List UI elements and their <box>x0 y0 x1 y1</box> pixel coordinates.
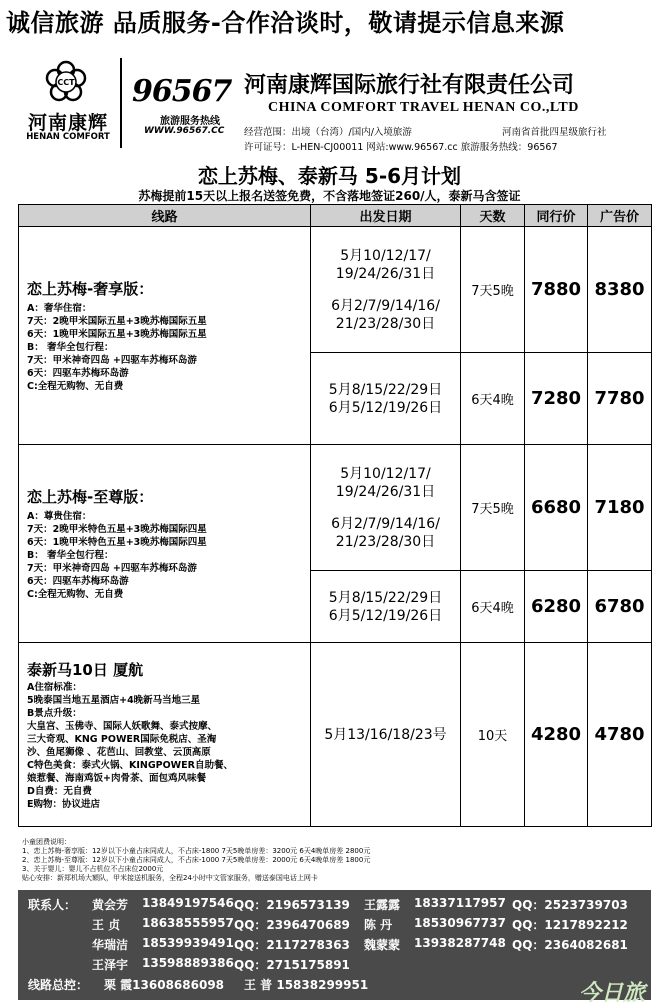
contact-name: 王 贞 <box>92 918 121 932</box>
peer-price-cell: 7880 <box>525 227 588 353</box>
route-line: 6天：四驱车苏梅环岛游 <box>27 368 129 379</box>
route-line: 6天：四驱车苏梅环岛游 <box>27 576 129 587</box>
contact-name: 魏蒙蒙 <box>364 938 401 952</box>
agency-grade: 河南省首批四星级旅行社 <box>502 127 607 138</box>
fee-notes <box>22 838 652 883</box>
peer-price-cell: 6680 <box>525 445 588 571</box>
days-cell: 6天4晚 <box>461 571 525 643</box>
hotline-number: 96567 <box>132 74 232 109</box>
route-name: 泰新马10日 厦航 <box>27 660 144 679</box>
header-days: 天数 <box>461 205 525 227</box>
days-cell: 6天4晚 <box>461 353 525 445</box>
ad-price-cell: 8380 <box>588 227 652 353</box>
note-line: 1、恋上苏梅-奢享版：12岁以下小童占床同成人，不占床-1800 7天5晚单房差：3200元 6天4晚单房差 2800元 <box>22 847 371 855</box>
peer-price-cell: 4280 <box>525 643 588 827</box>
route-line: 三大奇观、KNG POWER国际免税店、圣淘 <box>27 733 217 745</box>
contact-qq: QQ：2364082681 <box>512 938 628 952</box>
contact-row <box>18 916 651 935</box>
company-name-en: CHINA COMFORT TRAVEL HENAN CO.,LTD <box>268 100 579 115</box>
note-line: 3、关于婴儿：婴儿不占机位不占床位2000元 <box>22 865 164 873</box>
cct-flower-logo-icon <box>44 60 88 104</box>
route-line: 6天：1晚甲米国际五星+3晚苏梅国际五星 <box>27 329 207 340</box>
route-cell <box>19 445 311 643</box>
header-peer-price: 同行价 <box>525 205 588 227</box>
plan-title: 恋上苏梅、泰新马 5-6月计划 <box>197 164 462 188</box>
contact-row <box>18 936 651 955</box>
table-row <box>19 227 652 353</box>
date-cell: 5月13/16/18/23号 <box>311 643 461 827</box>
route-line: 7天：2晚甲米国际五星+3晚苏梅国际五星 <box>27 316 207 327</box>
contact-qq: QQ：2396470689 <box>234 918 350 932</box>
ad-price-cell: 6780 <box>588 571 652 643</box>
days-cell: 10天 <box>461 643 525 827</box>
logo-en-text: HENAN COMFORT <box>26 132 110 142</box>
contact-phone: 13938287748 <box>414 936 506 950</box>
contact-row <box>18 976 651 995</box>
date-cell: 5月8/15/22/29日 6月5/12/19/26日 <box>311 353 461 445</box>
contact-name: 黄会芳 <box>92 898 129 912</box>
table-header-row <box>19 205 652 227</box>
contact-name: 陈 丹 <box>364 918 393 932</box>
contact-phone: 13598889386 <box>142 956 234 970</box>
route-line: D自费：无自费 <box>27 785 92 797</box>
contact-panel <box>18 890 651 1004</box>
note-line: 2、恋上苏梅-至尊版：12岁以下小童占床同成人，不占床-1000 7天5晚单房差：2000元 6天4晚单房差 1800元 <box>22 856 371 864</box>
contact-phone: 18539939491 <box>142 936 234 950</box>
contact-phone: 18638555957 <box>142 916 234 930</box>
table-row <box>19 445 652 571</box>
director-contact: 王 普 15838299951 <box>244 978 369 992</box>
route-line: A住宿标准： <box>27 681 82 693</box>
hotline-url: WWW.96567.CC <box>144 126 225 136</box>
contact-qq: QQ：2117278363 <box>234 938 350 952</box>
table-row <box>19 643 652 827</box>
route-line: 娘惹餐、海南鸡饭+肉骨茶、面包鸡风味餐 <box>27 772 206 784</box>
contact-qq: QQ：1217892212 <box>512 918 628 932</box>
contact-row <box>18 956 651 975</box>
note-line: 贴心安排：新郑机场大額队，甲米接送机服务，全程24小时中文管家服务，赠送泰国电话上网卡 <box>22 874 318 882</box>
route-line: B景点升级： <box>27 707 82 719</box>
route-line: B： 奢华全包行程： <box>27 550 114 561</box>
route-cell <box>19 227 311 445</box>
contact-name: 王泽宇 <box>92 958 129 972</box>
logo-block <box>12 58 122 148</box>
company-name-cn: 河南康辉国际旅行社有限责任公司 <box>244 72 575 98</box>
contact-phone: 18337117957 <box>414 896 506 910</box>
ad-price-cell: 4780 <box>588 643 652 827</box>
itinerary-table <box>18 204 652 827</box>
route-cell <box>19 643 311 827</box>
top-banner: 诚信旅游 品质服务-合作洽谈时，敬请提示信息来源 <box>6 9 565 37</box>
route-line: 7天：甲米神奇四岛 +四驱车苏梅环岛游 <box>27 563 197 574</box>
svg-text:CCT: CCT <box>57 78 75 87</box>
hotline-tag: 旅游服务热线 <box>160 116 220 127</box>
route-line: A：奢华住宿： <box>27 303 92 314</box>
route-line: 7天：甲米神奇四岛 +四驱车苏梅环岛游 <box>27 355 197 366</box>
route-name: 恋上苏梅-奢享版： <box>27 280 154 298</box>
contact-qq: QQ：2196573139 <box>234 898 350 912</box>
route-line: 5晚泰国当地五星酒店+4晚新马当地三星 <box>27 694 201 706</box>
route-line: C:全程无购物、无自费 <box>27 381 124 392</box>
peer-price-cell: 6280 <box>525 571 588 643</box>
date-cell: 5月10/12/17/ 19/24/26/31日 6月2/7/9/14/16/ 21/23/28/30日 <box>311 227 461 353</box>
header-date: 出发日期 <box>311 205 461 227</box>
route-line: 沙、鱼尾狮像 、花芭山、回教堂、云顶高原 <box>27 746 211 758</box>
header-route: 线路 <box>19 205 311 227</box>
license-info: 许可证号：L-HEN-CJ00011 网站:www.96567.cc 旅游服务热线：96567 <box>244 142 558 153</box>
director-contact: 栗 霞13608686098 <box>104 978 225 992</box>
plan-subtitle: 苏梅提前15天以上报名送签免费，不含落地签证260/人，泰新马含签证 <box>138 189 521 203</box>
contact-phone: 13849197546 <box>142 896 234 910</box>
route-name: 恋上苏梅-至尊版： <box>27 488 154 506</box>
route-line: 7天：2晚甲米特色五星+3晚苏梅国际四星 <box>27 524 207 535</box>
peer-price-cell: 7280 <box>525 353 588 445</box>
route-line: C特色美食：泰式火锅、KINGPOWER自助餐、 <box>27 759 233 771</box>
company-header <box>12 58 652 154</box>
contact-name: 华瑞洁 <box>92 938 129 952</box>
route-line: C:全程无购物、无自费 <box>27 589 124 600</box>
route-line: A：尊贵住宿： <box>27 511 92 522</box>
logo-cn-text: 河南康辉 <box>27 112 108 134</box>
contact-qq: QQ：2523739703 <box>512 898 628 912</box>
header-ad-price: 广告价 <box>588 205 652 227</box>
watermark-logo: 今日旅 <box>578 981 645 1004</box>
route-line: E购物：协议进店 <box>27 798 100 810</box>
date-cell: 5月8/15/22/29日 6月5/12/19/26日 <box>311 571 461 643</box>
hotline-logo <box>128 74 238 134</box>
route-line: 大皇宫、玉佛寺、国际人妖歌舞、泰式按摩、 <box>27 720 218 732</box>
route-line: B： 奢华全包行程： <box>27 342 114 353</box>
date-cell: 5月10/12/17/ 19/24/26/31日 6月2/7/9/14/16/ 21/23/28/30日 <box>311 445 461 571</box>
contact-qq: QQ：2715175891 <box>234 958 350 972</box>
contact-label: 联系人： <box>28 898 77 912</box>
ad-price-cell: 7780 <box>588 353 652 445</box>
director-label: 线路总控： <box>28 978 89 992</box>
contact-phone: 18530967737 <box>414 916 506 930</box>
days-cell: 7天5晚 <box>461 445 525 571</box>
contact-row <box>18 896 651 915</box>
business-scope: 经营范围：出境（台湾）/国内/入境旅游 <box>244 127 412 138</box>
ad-price-cell: 7180 <box>588 445 652 571</box>
contact-name: 王露露 <box>364 898 401 912</box>
note-line: 小童团费说明： <box>22 838 71 846</box>
route-line: 6天：1晚甲米特色五星+3晚苏梅国际四星 <box>27 537 207 548</box>
days-cell: 7天5晚 <box>461 227 525 353</box>
